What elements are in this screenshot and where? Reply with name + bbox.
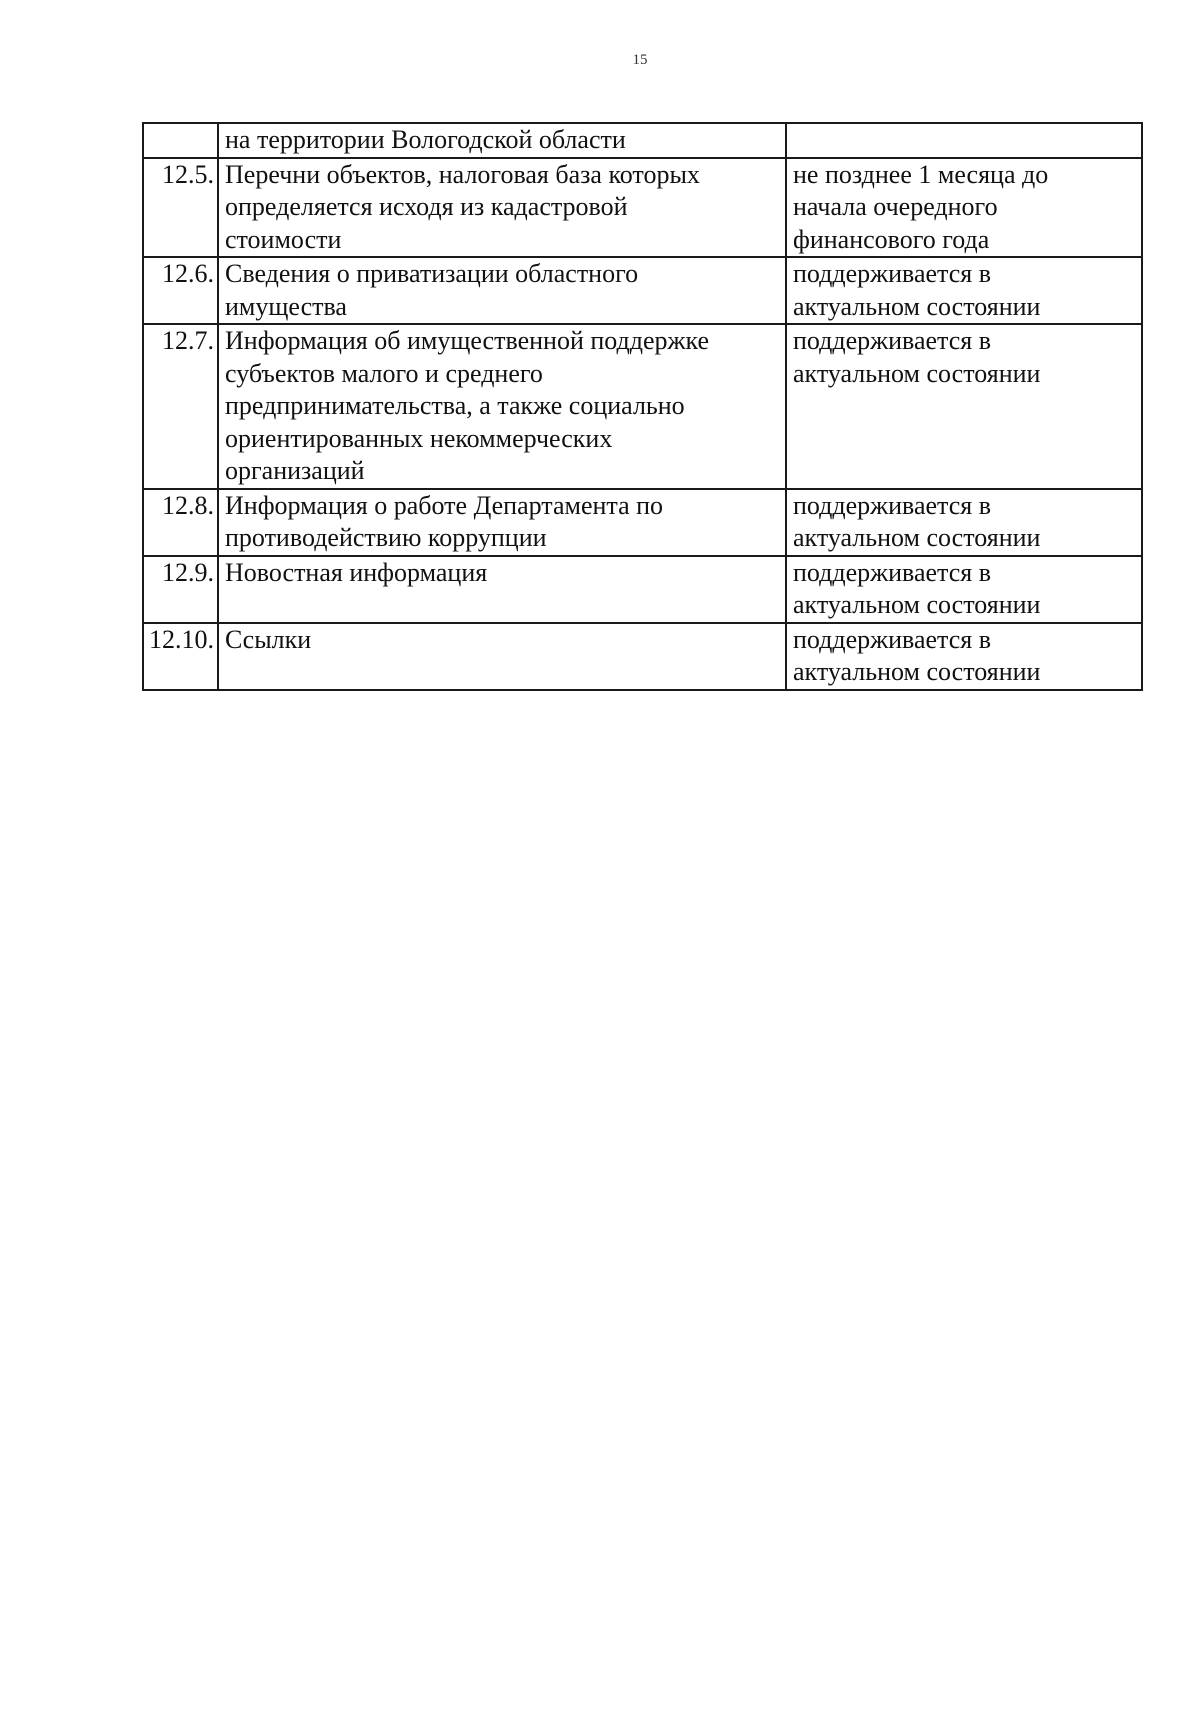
row-description: Ссылки (218, 623, 786, 690)
row-number: 12.7. (143, 324, 218, 489)
table-row (143, 556, 1142, 623)
row-number: 12.9. (143, 556, 218, 623)
row-term: поддерживается в актуальном состоянии (786, 324, 1142, 489)
row-number: 12.6. (143, 257, 218, 324)
row-term (786, 123, 1142, 158)
row-number (143, 123, 218, 158)
table-row (143, 257, 1142, 324)
row-term: поддерживается в актуальном состоянии (786, 489, 1142, 556)
row-number: 12.8. (143, 489, 218, 556)
table-row (143, 489, 1142, 556)
row-number: 12.10. (143, 623, 218, 690)
row-term: не позднее 1 месяца до начала очередного финансового года (786, 158, 1142, 258)
table-row (143, 123, 1142, 158)
table-row (143, 324, 1142, 489)
row-description: Сведения о приватизации областного имущества (218, 257, 786, 324)
row-term: поддерживается в актуальном состоянии (786, 257, 1142, 324)
page-number: 15 (632, 52, 648, 68)
row-description: Перечни объектов, налоговая база которых определяется исходя из кадастровой стоимости (218, 158, 786, 258)
row-term: поддерживается в актуальном состоянии (786, 623, 1142, 690)
row-description: Информация об имущественной поддержке субъектов малого и среднего предпринимательства, а также социально ориентированных некоммерческих организаций (218, 324, 786, 489)
table-row (143, 158, 1142, 258)
row-description: Новостная информация (218, 556, 786, 623)
schedule-table (142, 122, 1143, 691)
row-description: Информация о работе Департамента по противодействию коррупции (218, 489, 786, 556)
row-term: поддерживается в актуальном состоянии (786, 556, 1142, 623)
table-row (143, 623, 1142, 690)
row-number: 12.5. (143, 158, 218, 258)
row-description: на территории Вологодской области (218, 123, 786, 158)
